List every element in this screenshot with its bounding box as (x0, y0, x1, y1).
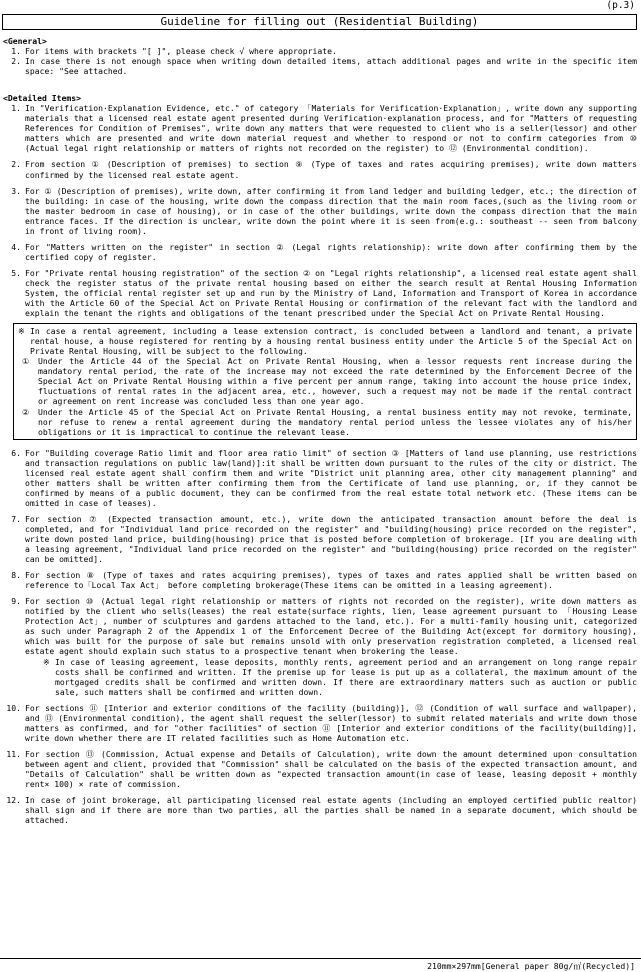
list-item (3, 186, 637, 236)
list-item (3, 795, 637, 825)
note-mark: ※ (43, 656, 50, 667)
item-number: 12. (6, 795, 21, 806)
page-number: (p.3) (606, 0, 635, 11)
rental-note-box (13, 323, 637, 440)
sub-mark: ② (22, 406, 30, 417)
item-text-block (25, 596, 637, 696)
footer-rule (0, 958, 641, 971)
item-text: From section ① (Description of premises) to section ⑨ (Type of taxes and rates acquiring premises), write down matters confirmed by the licensed real estate agent. (25, 159, 637, 180)
item-text: For "Private rental housing registration" of the section ② on "Legal rights relationship", a licensed real estate agent shall check the register status of the private rental housing based on either the search result at Rental Housing Information System, the official rental register set up and run by the Ministry of Land, Information and Transport of Korea in accordance with the Article 60 of the Special Act on Private Rental Housing or confirmation of the relevant fact with the landlord and explain the tenant the rights and obligations of the tenant prescribed under the Special Act on Private Rental Housing. (25, 267, 637, 319)
detailed-heading: <Detailed Items> (3, 93, 81, 104)
paper-spec: 210mm×297mm[General paper 80g/㎡(Recycled)] (427, 961, 635, 971)
list-item (3, 242, 637, 262)
item-text: For "Building coverage Ratio limit and floor area ratio limit" of section ③ [Matters of land use planning, use restrictions and transaction regulations on public law(land)]:it shall be written down pursuant to the rules of the city or district. The licensed real estate agent shall confirm them and write "District unit planning area, other city management planning" and other matters shall be written after confirming them from the Certificate of land use planning, or, if they cannot be confirmed by means of a public document, they can be confirmed from the real estate total network etc. (These items can be omitted in case of leases). (25, 447, 637, 508)
item-number: 8. (11, 570, 21, 581)
note-text: In case a rental agreement, including a lease extension contract, is concluded between a landlord and tenant, a private rental house, a house registered for renting by a housing rental business entity under the Article 5 of the Special Act on Private Rental Housing, will be subject to the following. (30, 326, 632, 357)
item-number: 6. (11, 447, 21, 458)
item-text: In case of joint brokerage, all participating licensed real estate agents (including an employed certified public realtor) shall sign and if there are more than two parties, all the parties shall be named in a separate document, which should be attached. (25, 795, 637, 826)
sub-text: Under the Article 44 of the Special Act on Private Rental Housing, when a lessor requests rent increase during the mandatory rental period, the rate of the increase may not exceed the rate determined by the Enforcement Decree of the Special Act on Private Rental Housing within a five percent per annum range, taking into account the house price index, fluctuations of rental rates in the adjacent area, etc., however, such a request may not be made if the rental contract or agreement on rent increase was concluded less than one year ago. (38, 356, 632, 407)
item-text: For sections ⑪ [Interior and exterior conditions of the facility (building)], ⑫ (Condition of wall surface and wallpaper), and ⑬ (Environmental condition), the agent shall request the seller(lessor) to submit related materials and write down those matters as confirmed, and for "other facilities" of section ⑪ [Interior and exterior conditions of the facility(building)], write down whether there are IT related facilities such as Home Automation etc. (25, 702, 637, 743)
note-mark: ※ (18, 326, 25, 337)
item-number: 1. (11, 103, 21, 114)
note-sub-item (22, 407, 632, 437)
item-text: For section ⑬ (Commission, Actual expense and Details of Calculation), write down the amount determined upon consultation between agent and client, provided that "Commission" shall be calculated on the basis of the expected transaction amount, and "Details of Calculation" shall be written down as "expected transaction amount(in case of lease, leasing deposit + monthly rent× 100) × rate of commission. (25, 748, 637, 790)
item-number: 1. (11, 46, 21, 57)
list-item (3, 703, 637, 743)
item-number: 10. (6, 702, 21, 713)
list-item (3, 448, 637, 508)
item-text: For section ⑩ (Actual legal right relationship or matters of rights not recorded on the register), write down matters as notified by the client who sells(leases) the real estate(surface rights, lien, lease agreement pursuant to 「Housing Lease Protection Act」, number of sculptures and gardens attached to the land, etc.). For a multi-family housing unit, categorized as such under Paragraph 2 of the Appendix 1 of the Enforcement Decree of the Building Act(except for dormitory housing), which was built for the purpose of sale but remains unsold with only preservation registration completed, a licensed real estate agent should explain such status to a prospective tenant when brokering the lease. (25, 596, 637, 657)
list-item (3, 103, 637, 153)
list-item (3, 159, 637, 179)
page-title: Guideline for filling out (Residential Building) (2, 14, 637, 30)
general-list (3, 46, 637, 76)
list-item (3, 570, 637, 590)
item-text: For items with brackets "[ ]", please check √ where appropriate. (25, 46, 337, 57)
list-item (3, 514, 637, 564)
document-body (3, 34, 637, 831)
inner-note (43, 657, 637, 697)
list-item (3, 749, 637, 789)
item-number: 4. (11, 241, 21, 252)
item-number: 5. (11, 267, 21, 278)
list-item (3, 268, 637, 318)
sub-text: Under the Article 45 of the Special Act on Private Rental Housing, a rental business entity may not revoke, terminate, nor refuse to renew a rental agreement during the mandatory rental period unless the lessee violates any of his/her obligations or it is impractical to continue the relevant lease. (38, 406, 632, 437)
item-text: For ① (Description of premises), write down, after confirming it from land ledger and building ledger, etc.; the direction of the building: in case of the housing, write down the compass direction that the main room faces,(such as the living room or the master bedroom in case of housing), or in case of the other buildings, write down the compass direction that the main entrance faces. If the direction is unclear, write down the point where it is seen from(e.g.: southeast -- seen from balcony in front of living room). (25, 185, 637, 236)
item-number: 2. (11, 56, 21, 67)
note-text: In case of leasing agreement, lease deposits, monthly rents, agreement period and an arrangement on long range repair costs shall be confirmed and written. If the premise up for lease is put up as a collateral, the maximum amount of the mortgaged credits shall be confirmed and written down. If there are extraordinary matters such as auction or public sale, such matters shall be confirmed and written down. (55, 656, 637, 697)
item-number: 3. (11, 185, 21, 196)
item-number: 11. (6, 748, 21, 759)
item-number: 9. (11, 596, 21, 607)
sub-mark: ① (22, 356, 30, 367)
item-text: In "Verification·Explanation Evidence, etc." of category 「Materials for Verification·Explanation」, write down any supporting materials that a licensed real estate agent presented during Verification·explanation process, and for "Matters of requesting References for Condition of Premises", write down any matters that were requested to client who is a seller(lessor) and other matters which are presented and write down material request and whether to respond or not to confirm categories from ⑩ (Actual legal right relationship or matters of rights not recorded on the register) to ⑫ (Environmental condition). (25, 103, 637, 154)
detailed-list (3, 103, 637, 825)
item-text: In case there is not enough space when writing down detailed items, attach additional pages and write in the specific item space: "See attached. (25, 56, 637, 77)
item-number: 7. (11, 513, 21, 524)
list-item (3, 46, 637, 56)
list-item (3, 596, 637, 696)
item-number: 2. (11, 159, 21, 170)
list-item (3, 56, 637, 76)
note-line (18, 326, 632, 356)
item-text: For section ⑦ (Expected transaction amount, etc.), write down the anticipated transaction amount before the deal is completed, and for "Individual land price recorded on the register" and "building(housing) price recorded on the register", write down posted land price, building(housing) price that is posted before completion of brokerage. [If you are dealing with a leasing agreement, "Individual land price recorded on the register" and "building(housing) price recorded on the register" can be omitted]. (25, 513, 637, 565)
note-sub-item (22, 356, 632, 406)
item-text: For "Matters written on the register" in section ② (Legal rights relationship): write down after confirming them by the certified copy of register. (25, 241, 637, 262)
general-heading: <General> (3, 36, 47, 46)
item-text: For section ⑧ (Type of taxes and rates acquiring premises), types of taxes and rates applied shall be written based on reference to「Local Tax Act」 before completing brokerage(These items can be omitted in a leasing agreement). (25, 570, 637, 591)
